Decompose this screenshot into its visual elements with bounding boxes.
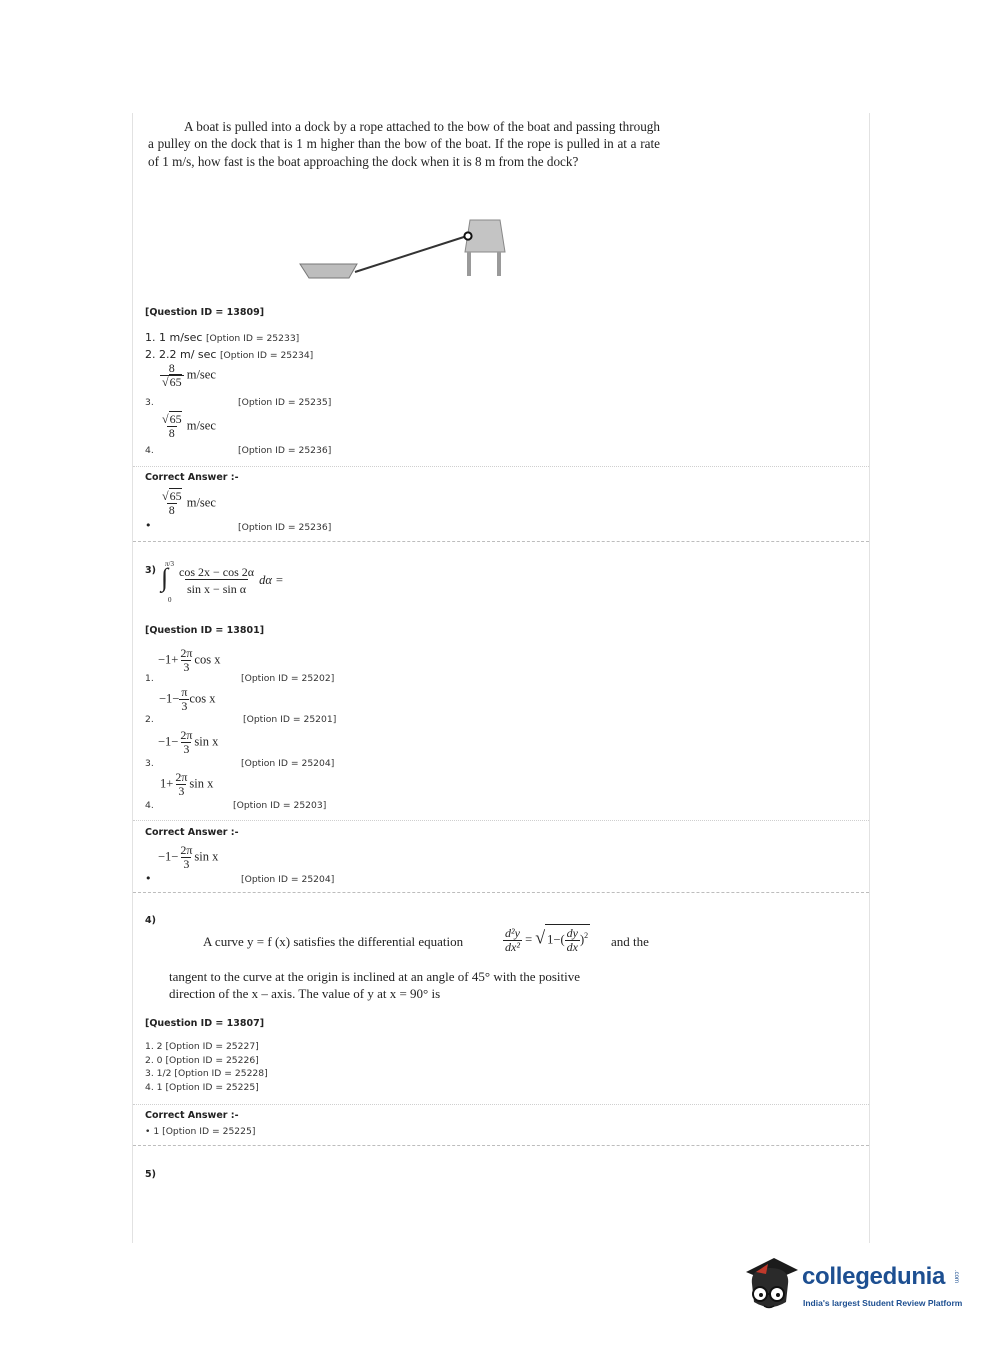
integral-lower-limit: 0 [168, 596, 172, 604]
brand-tagline: India's largest Student Review Platform [803, 1298, 963, 1308]
correct-answer-math: $\frac{√65}{8}$ m/sec [162, 489, 216, 517]
option-3-math: −1− $\frac{2\pi}{3}$ sin x [158, 728, 219, 756]
brand-domain: .com [953, 1270, 959, 1284]
option-4-math: $\frac{√65}{8}$ m/sec [162, 412, 216, 440]
boat-dock-diagram [295, 214, 510, 280]
option-1: 1. 2 [Option ID = 25227] [145, 1041, 259, 1052]
option-1: 1. 1 m/sec [Option ID = 25233] [145, 331, 300, 344]
question-2-text: A boat is pulled into a dock by a rope attached to the bow of the boat and passing through a pulley on the dock that is 1 m higher than the bow of the boat. If the rope is pulled in at a rate of 1 m/s, how fast is the boat approaching the dock when it is 8 m from the dock? [148, 119, 660, 169]
option-2-number: 2. [145, 714, 154, 725]
question-id: [Question ID = 13809] [145, 307, 265, 318]
brand-name: collegedunia [802, 1263, 946, 1290]
correct-answer-label: Correct Answer :- [145, 1110, 239, 1121]
correct-answer-label: Correct Answer :- [145, 827, 239, 838]
option-3-number: 3. [145, 397, 154, 408]
correct-answer: • 1 [Option ID = 25225] [145, 1126, 256, 1137]
question-separator [133, 1145, 869, 1146]
option-4-number: 4. [145, 445, 154, 456]
bullet: • [145, 519, 152, 532]
option-4-number: 4. [145, 800, 154, 811]
question-4-line-3: direction of the x – axis. The value of y at x = 90° is [169, 986, 441, 1001]
correct-answer-math: −1− $\frac{2\pi}{3}$ sin x [158, 843, 219, 871]
question-4-line-1: A curve y = f (x) satisfies the differential equation [203, 934, 464, 949]
bullet: • [145, 872, 152, 885]
dock-leg-left [467, 252, 471, 276]
option-2: 2. 2.2 m/ sec [Option ID = 25234] [145, 348, 314, 361]
collegedunia-mascot-logo [740, 1250, 802, 1322]
page-border-left [132, 113, 133, 1243]
question-4-line-1-end: and the [611, 934, 649, 949]
question-separator [133, 892, 869, 893]
option-4-math: 1+ $\frac{2\pi}{3}$ sin x [160, 770, 214, 798]
divider [133, 820, 869, 821]
integrand: $\frac{\cos 2x - \cos 2\alpha}{\text{sin x − sin α}}$ dα = [179, 565, 284, 596]
option-1-id: [Option ID = 25202] [241, 673, 335, 684]
correct-answer-id: [Option ID = 25204] [241, 874, 335, 885]
dock-leg-right [497, 252, 501, 276]
divider [133, 466, 869, 467]
option-3-math: $\frac{8}{√65}$ m/sec [162, 361, 216, 389]
question-id: [Question ID = 13801] [145, 625, 265, 636]
question-number: 5) [145, 1169, 156, 1180]
option-3-number: 3. [145, 758, 154, 769]
question-separator [133, 541, 869, 542]
integral-upper-limit: π/3 [165, 560, 174, 568]
divider [133, 1104, 869, 1105]
question-number: 4) [145, 915, 156, 926]
page-border-right [869, 113, 870, 1243]
integral-sign: ∫ [161, 563, 169, 592]
question-4-line-2: tangent to the curve at the origin is inclined at an angle of 45° with the positive [169, 969, 580, 984]
option-4-id: [Option ID = 25236] [238, 445, 332, 456]
rope-line [355, 236, 467, 272]
option-2: 2. 0 [Option ID = 25226] [145, 1055, 259, 1066]
boat-shape [300, 264, 357, 278]
option-1-number: 1. [145, 673, 154, 684]
question-id: [Question ID = 13807] [145, 1018, 265, 1029]
correct-answer-label: Correct Answer :- [145, 472, 239, 483]
pulley-icon [464, 232, 471, 239]
option-3-id: [Option ID = 25204] [241, 758, 335, 769]
option-2-id: [Option ID = 25201] [243, 714, 337, 725]
option-4-id: [Option ID = 25203] [233, 800, 327, 811]
differential-equation: $\frac{\text{d²y}}{\text{dx²}}$ = √ 1−( $\frac{dy}{dx}$ )$^2$ [505, 926, 589, 954]
correct-answer-id: [Option ID = 25236] [238, 522, 332, 533]
option-4: 4. 1 [Option ID = 25225] [145, 1082, 259, 1093]
question-number: 3) [145, 565, 156, 576]
option-3: 3. 1/2 [Option ID = 25228] [145, 1068, 268, 1079]
option-3-id: [Option ID = 25235] [238, 397, 332, 408]
option-2-math: −1− $\frac{\pi}{3}$ cos x [159, 685, 216, 713]
option-1-math: −1+ $\frac{2\pi}{3}$ cos x [158, 646, 221, 674]
